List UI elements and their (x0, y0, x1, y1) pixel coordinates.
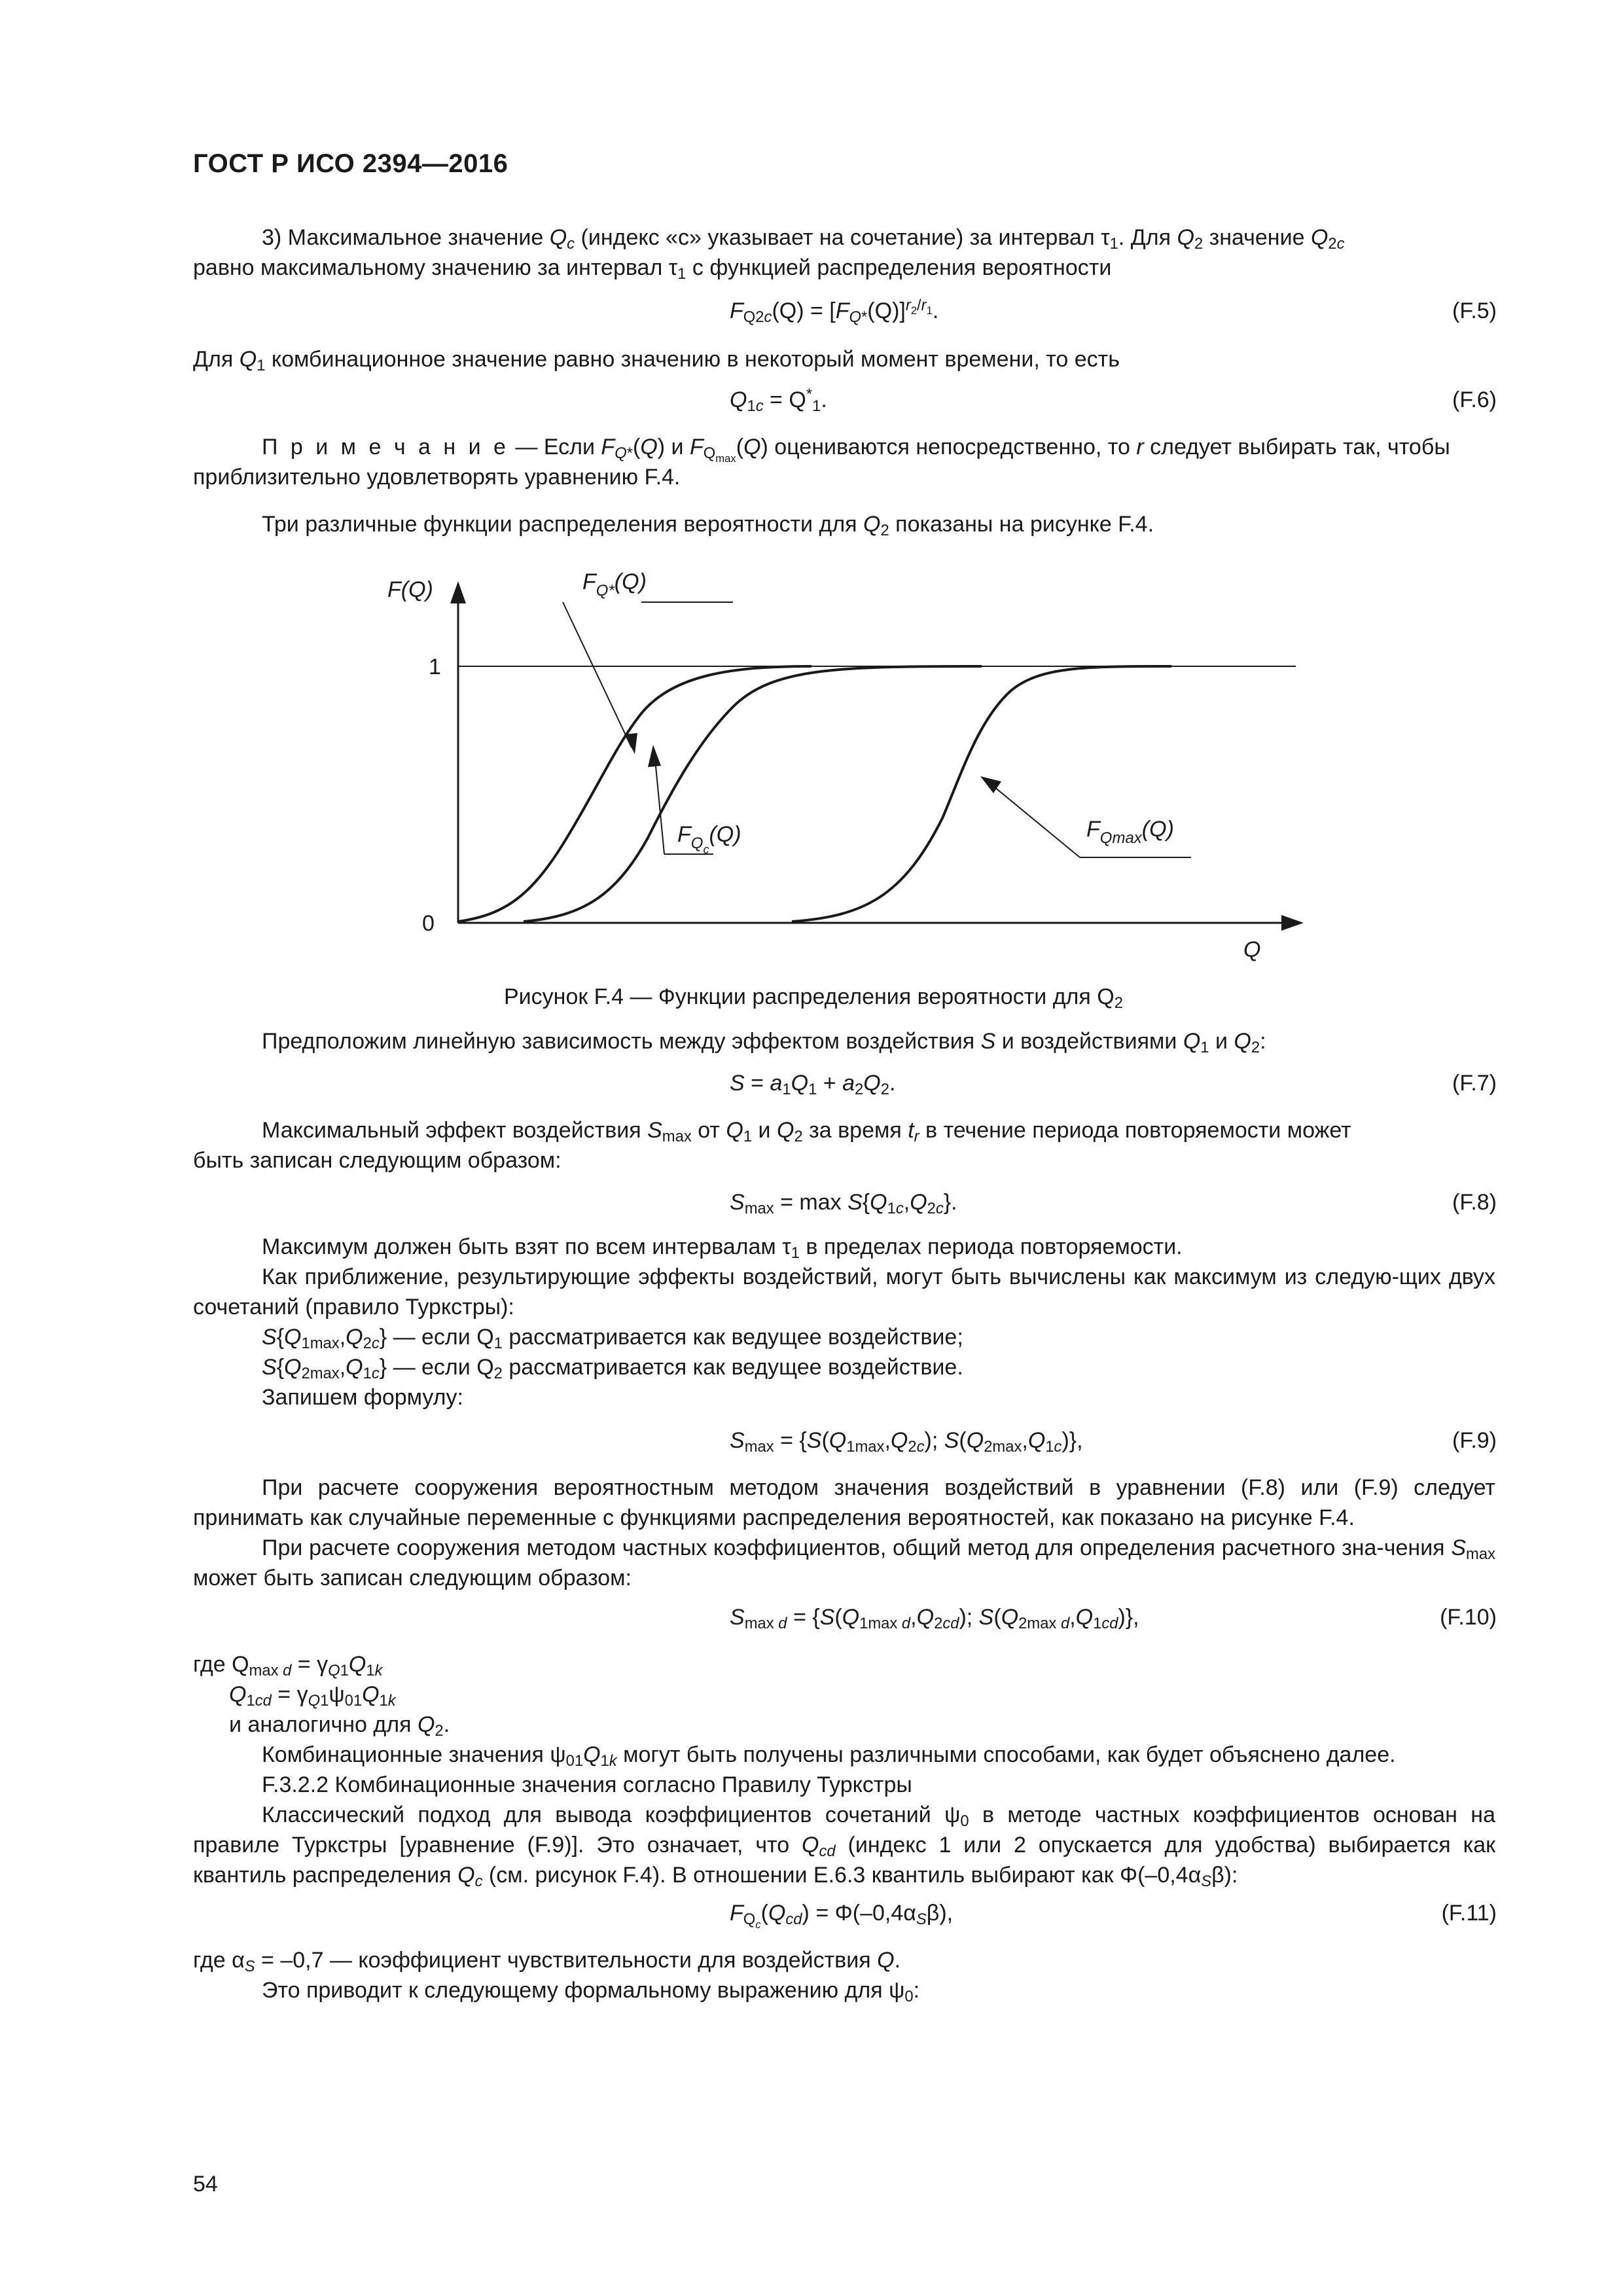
paragraph-combination-values: Комбинационные значения $\psi_{01}Q_{1k}$ могут быть получены различными способами, как будет объяснено далее. (262, 1742, 1396, 1770)
note-line2: приблизительно удовлетворять уравнению F.4. (193, 465, 681, 490)
equation-f11: $F_{Q_c}(Q_{cd}) = \Phi(-0,4\alpha_S\beta)$, (730, 1901, 954, 1931)
label-f-q-star: $F_{Q*}(Q)$ (582, 569, 647, 600)
paragraph-partial-factors: При расчете сооружения методом частных коэффициентов, общий метод для определения расчетного зна-чения $S_{max}$ может быть записан следующим образом: (193, 1535, 1495, 1590)
equation-number-f11: (F.11) (1441, 1901, 1497, 1926)
tick-label-1: 1 (429, 655, 441, 679)
paragraph-q1: Для $Q_1$ комбинационное значение равно значению в некоторый момент времени, то есть (193, 347, 1120, 374)
x-axis-arrow (1281, 915, 1304, 931)
leader-qc-arrow (648, 745, 661, 767)
curve-f-q-star (458, 666, 812, 922)
equation-f9: $S_{max} = \{S(Q_{1max},Q_{2c})$; $S(Q_{2max},Q_{1c})$}, (730, 1428, 1083, 1456)
where-alpha: где $\alpha_S = -0,7$ — коэффициент чувствительности для воздействия Q. (193, 1948, 901, 1975)
paragraph-max-value-line2: равно максимальному значению за интервал $\tau_1$ с функцией распределения вероятности (193, 255, 1112, 283)
where-similar: и аналогично для $Q_2$. (229, 1712, 450, 1740)
rule-q2-leading: $S\{Q_{2max},Q_{1c}\}$ — если $Q_2$ рассматривается как ведущее воздействие. (262, 1355, 963, 1382)
page-number: 54 (193, 2172, 218, 2197)
paragraph-three-functions: Три различные функции распределения вероятности для $Q_2$ показаны на рисунке F.4. (262, 512, 1154, 539)
equation-f7: $S = a_1Q_1 + a_2Q_2$. (730, 1071, 896, 1098)
leader-q-star (563, 602, 632, 747)
equation-f5: $F_{Q2c}(Q) = [F_{Q*}(Q)]^{r_2/r_1}$. (730, 296, 939, 326)
equation-number-f8: (F.8) (1452, 1190, 1497, 1215)
paragraph-maximum: Максимум должен быть взят по всем интервалам $\tau_1$ в пределах периода повторяемости. (262, 1234, 1183, 1262)
label-f-qc: $F_{Qc}(Q)$ (677, 822, 741, 856)
paragraph-classic-approach: Классический подход для вывода коэффициентов сочетаний $\psi_0$ в методе частных коэффициентов основан на правиле Туркстры [уравнение (F.9)]. Это означает, что $Q_{cd}$ (индекс 1 или 2 опускается для удобства) выбирается как квантиль распределения $Q_c$ (см. рисунок F.4). В отношении E.6.3 квантиль выбирают как $\Phi(-0,4\alpha_S\beta)$: (193, 1803, 1495, 1890)
paragraph-write-formula: Запишем формулу: (262, 1385, 463, 1410)
leader-q-star-arrow (624, 733, 637, 754)
paragraph-max-value: 3) Максимальное значение $Q_c$ (индекс «с» указывает на сочетание) за интервал $\tau_1$. Для $Q_2$ значение $Q_{2c}$ (262, 225, 1345, 253)
x-axis-label: Q (1243, 937, 1261, 962)
curve-f-qmax (792, 666, 1171, 922)
paragraph-formal-expression: Это приводит к следующему формальному выражению для $\psi_0$: (262, 1978, 920, 2005)
page-header: ГОСТ Р ИСО 2394—2016 (193, 149, 508, 178)
equation-f8: $S_{max} = \max S\{Q_{1c},Q_{2c}\}$. (730, 1190, 957, 1217)
tick-label-0: 0 (422, 911, 435, 936)
y-axis-label: F(Q) (387, 577, 433, 602)
equation-number-f7: (F.7) (1452, 1071, 1497, 1096)
leader-qmax (987, 781, 1080, 857)
figure-caption: Рисунок F.4 — Функции распределения вероятности для $Q_2$ (504, 984, 1123, 1012)
paragraph-max-effect-line2: быть записан следующим образом: (193, 1148, 562, 1173)
equation-number-f10: (F.10) (1440, 1605, 1497, 1630)
leader-qc (654, 753, 664, 854)
equation-f6: $Q_{1c} = Q^*_1$. (730, 386, 827, 415)
paragraph-probabilistic: При расчете сооружения вероятностным методом значения воздействий в уравнении (F.8) или (F.9) следует принимать как случайные переменные с функциями распределения вероятностей, как показано на рисунке F.4. (193, 1475, 1495, 1530)
equation-number-f5: (F.5) (1452, 298, 1497, 323)
equation-f10: $S_{max d} = \{S(Q_{1max d},Q_{2cd})$; $S(Q_{2max d},Q_{1cd})$}, (730, 1605, 1139, 1632)
where-q1cd: $Q_{1cd} = \gamma_{Q1}\psi_{01}Q_{1k}$ (229, 1682, 396, 1710)
rule-q1-leading: $S\{Q_{1max},Q_{2c}\}$ — если $Q_1$ рассматривается как ведущее воздействие; (262, 1325, 963, 1352)
paragraph-max-effect: Максимальный эффект воздействия $S_{max}$ от $Q_1$ и $Q_2$ за время $t_r$ в течение периода повторяемости может (262, 1118, 1351, 1145)
equation-number-f9: (F.9) (1452, 1428, 1497, 1453)
paragraph-approximation: Как приближение, результирующие эффекты воздействий, могут быть вычислены как максимум из следую-щих двух сочетаний (правило Туркстры): (193, 1265, 1495, 1319)
label-f-qmax: $F_{Qmax}(Q)$ (1086, 817, 1174, 847)
note-line: П р и м е ч а н и е — Если $F_{Q*}(Q)$ и $F_{Q_{max}}(Q)$ оцениваются непосредственно, то r следует выбирать так, чтобы (262, 435, 1450, 465)
where-qmax: где $Q_{max d} = \gamma_{Q1}Q_{1k}$ (193, 1652, 383, 1679)
equation-number-f6: (F.6) (1452, 387, 1497, 412)
y-axis-arrow (450, 581, 466, 603)
section-heading-f322: F.3.2.2 Комбинационные значения согласно Правилу Туркстры (262, 1772, 912, 1797)
paragraph-linear: Предположим линейную зависимость между эффектом воздействия S и воздействиями $Q_1$ и $Q_2$: (262, 1029, 1266, 1056)
figure-f4 (366, 556, 1322, 975)
